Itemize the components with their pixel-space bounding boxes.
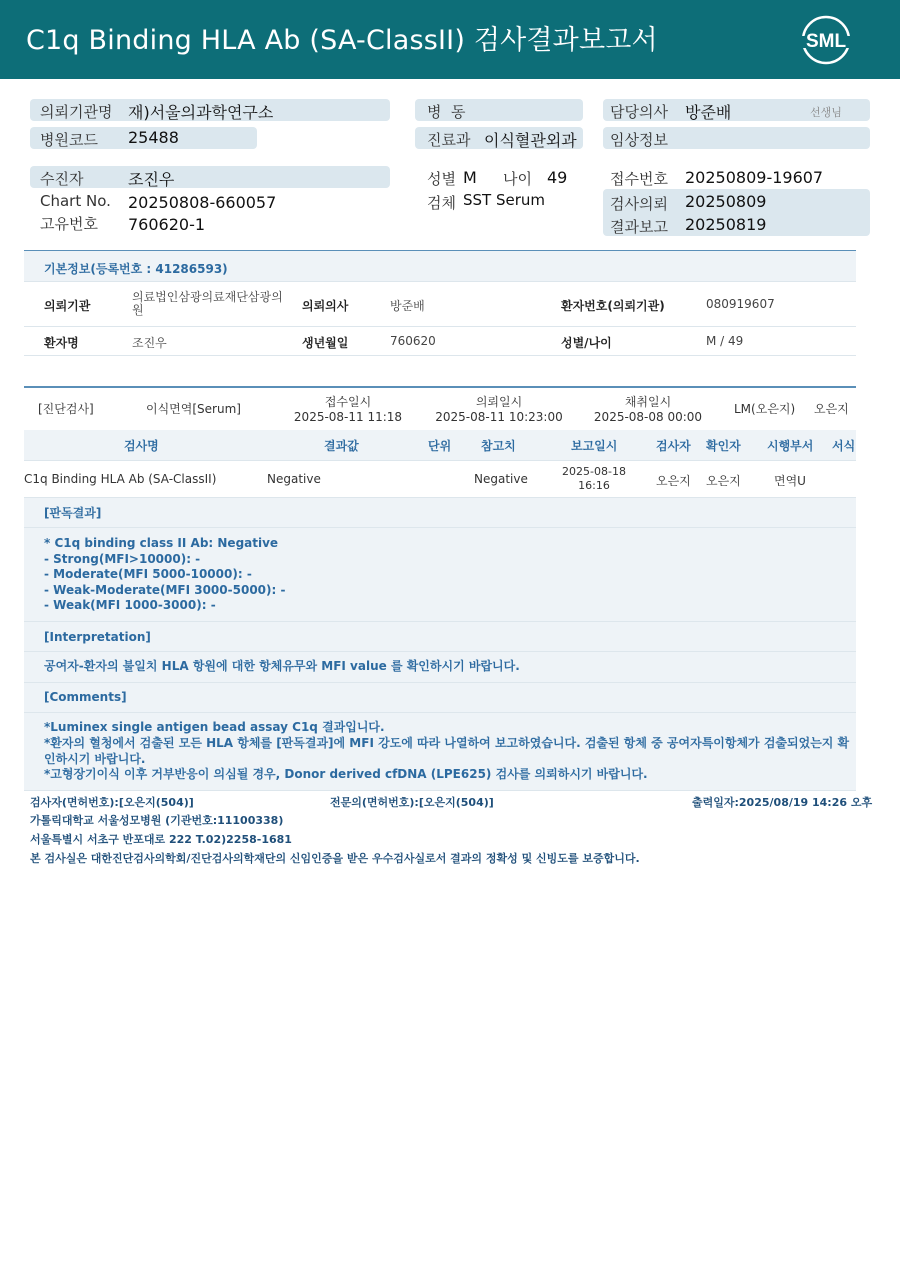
doctor-suffix: 선생님 [810, 106, 842, 119]
footer-specialist: 전문의(면허번호):[오은지(504)] [330, 796, 494, 809]
specimen-value: SST Serum [463, 191, 546, 209]
hospital-code-value: 25488 [128, 128, 179, 147]
order-requested-label: 의뢰일시 [475, 395, 523, 409]
sex-label: 성별 [427, 170, 456, 188]
basic-birth-value: 760620 [390, 334, 436, 348]
comments-line-3: *고형장기이식 이후 거부반응이 의심될 경우, Donor derived cfDNA (LPE625) 검사를 의뢰하시기 바랍니다. [44, 767, 648, 781]
org-label: 의뢰기관명 [40, 103, 113, 121]
findings-line-2: - Strong(MFI>10000): - [44, 552, 201, 566]
receipt-value: 20250809-19607 [685, 168, 824, 187]
findings-line-4: - Weak-Moderate(MFI 3000-5000): - [44, 583, 286, 597]
col-confirmer: 확인자 [706, 439, 741, 453]
table-header-line [24, 460, 856, 461]
order-type: 이식면역[Serum] [146, 402, 241, 416]
basic-heading: 기본정보(등록번호 : 41286593) [44, 262, 228, 276]
order-category: [진단검사] [38, 402, 94, 416]
findings-line-5: - Weak(MFI 1000-3000): - [44, 598, 216, 612]
basic-pno-value: 080919607 [706, 297, 775, 311]
request-label: 검사의뢰 [610, 195, 668, 213]
row-test-name: C1q Binding HLA Ab (SA-ClassII) [24, 472, 217, 486]
ward-label: 병 동 [427, 103, 466, 121]
comments-line [24, 712, 856, 713]
basic-name-value: 조진우 [132, 336, 167, 350]
order-received-value: 2025-08-11 11:18 [293, 410, 403, 424]
basic-line-1 [24, 281, 856, 282]
findings-line [24, 527, 856, 528]
uid-label: 고유번호 [40, 215, 98, 233]
row-dept: 면역U [774, 474, 806, 488]
hospital-code-label: 병원코드 [40, 131, 98, 149]
interp-line [24, 651, 856, 652]
age-label: 나이 [503, 170, 532, 188]
basic-name-label: 환자명 [44, 336, 79, 350]
basic-org-value: 의료법인삼광의료재단삼광의원 [132, 290, 283, 317]
dept-value: 이식혈관외과 [484, 131, 577, 150]
col-result: 결과값 [324, 439, 359, 453]
sml-logo [800, 14, 852, 66]
chart-label: Chart No. [40, 192, 111, 210]
row-result: Negative [267, 472, 321, 486]
footer-printed: 출력일자:2025/08/19 14:26 오후 [692, 796, 873, 809]
basic-doc-label: 의뢰의사 [302, 299, 349, 313]
basic-birth-label: 생년월일 [302, 336, 349, 350]
comments-line-2: *환자의 혈청에서 검출된 모든 HLA 항체를 [판독결과]에 MFI 강도에 따라 나열하여 보고하였습니다. 검출된 항체 중 공여자특이항체가 검출되었는지 확인하시기 바랍니다. [44, 736, 850, 766]
interpretation-text: 공여자-환자의 불일치 HLA 항원에 대한 항체유무와 MFI value 를 확인하시기 바랍니다. [44, 659, 520, 673]
interp-top-line [24, 621, 856, 622]
basic-line-2 [24, 326, 856, 327]
col-test-name: 검사명 [124, 439, 159, 453]
basic-org-label: 의뢰기관 [44, 299, 91, 313]
report-title: C1q Binding HLA Ab (SA-ClassII) 검사결과보고서 [26, 25, 658, 56]
footer-tester: 검사자(면허번호):[오은지(504)] [30, 796, 194, 809]
doctor-value: 방준배 [685, 103, 732, 122]
findings-line-3: - Moderate(MFI 5000-10000): - [44, 567, 252, 581]
row-confirmer: 오은지 [706, 474, 741, 488]
basic-line-3 [24, 355, 856, 356]
row-report-time: 16:16 [578, 479, 610, 492]
notes-bottom-line [24, 790, 856, 791]
row-report-date: 2025-08-18 [562, 465, 626, 478]
receipt-label: 접수번호 [610, 170, 668, 188]
findings-line-1: * C1q binding class II Ab: Negative [44, 536, 279, 550]
patient-name-label: 수진자 [40, 170, 84, 188]
findings-heading: [판독결과] [44, 506, 102, 520]
patient-name-pill [30, 166, 390, 188]
basic-sexage-value: M / 49 [706, 334, 744, 348]
sex-value: M [463, 168, 477, 187]
dept-label: 진료과 [427, 131, 471, 149]
patient-name-value: 조진우 [128, 170, 175, 189]
order-collected-label: 채취일시 [624, 395, 672, 409]
comments-heading: [Comments] [44, 690, 127, 704]
report-value: 20250819 [685, 215, 767, 234]
notes-top-line [24, 497, 856, 498]
col-dept: 시행부서 [767, 439, 814, 453]
chart-value: 20250808-660057 [128, 193, 277, 212]
report-header [0, 0, 900, 79]
report-label: 결과보고 [610, 218, 668, 236]
col-report-date: 보고일시 [571, 439, 618, 453]
comments-top-line [24, 682, 856, 683]
order-received-label: 접수일시 [324, 395, 372, 409]
comments-line-1: *Luminex single antigen bead assay C1q 결과입니다. [44, 720, 385, 734]
order-person: 오은지 [814, 402, 849, 416]
age-value: 49 [547, 168, 568, 187]
org-value: 재)서울의과학연구소 [128, 103, 274, 122]
basic-pno-label: 환자번호(의뢰기관) [561, 299, 665, 313]
basic-doc-value: 방준배 [390, 299, 425, 313]
footer-hospital: 가톨릭대학교 서울성모병원 (기관번호:11100338) [30, 814, 284, 827]
clinical-label: 임상정보 [610, 131, 668, 149]
request-value: 20250809 [685, 192, 767, 211]
order-requested-value: 2025-08-11 10:23:00 [435, 410, 563, 424]
uid-value: 760620-1 [128, 215, 206, 234]
order-collected-value: 2025-08-08 00:00 [593, 410, 703, 424]
col-form: 서식 [832, 439, 856, 453]
order-lm: LM(오은지) [734, 402, 796, 416]
logo-text: SML [805, 31, 847, 52]
row-reference: Negative [474, 472, 528, 486]
order-top-line [24, 386, 856, 388]
footer-certification: 본 검사실은 대한진단검사의학회/진단검사의학재단의 신임인증을 받은 우수검사실로서 결과의 정확성 및 신빙도를 보증합니다. [30, 852, 640, 865]
col-reference: 참고치 [481, 439, 516, 453]
interpretation-heading: [Interpretation] [44, 630, 151, 644]
basic-sexage-label: 성별/나이 [561, 336, 612, 350]
row-tester: 오은지 [656, 474, 691, 488]
footer-address: 서울특별시 서초구 반포대로 222 T.02)2258-1681 [30, 833, 292, 846]
col-unit: 단위 [428, 439, 452, 453]
specimen-label: 검체 [427, 194, 456, 212]
doctor-label: 담당의사 [610, 103, 668, 121]
col-tester: 검사자 [656, 439, 691, 453]
